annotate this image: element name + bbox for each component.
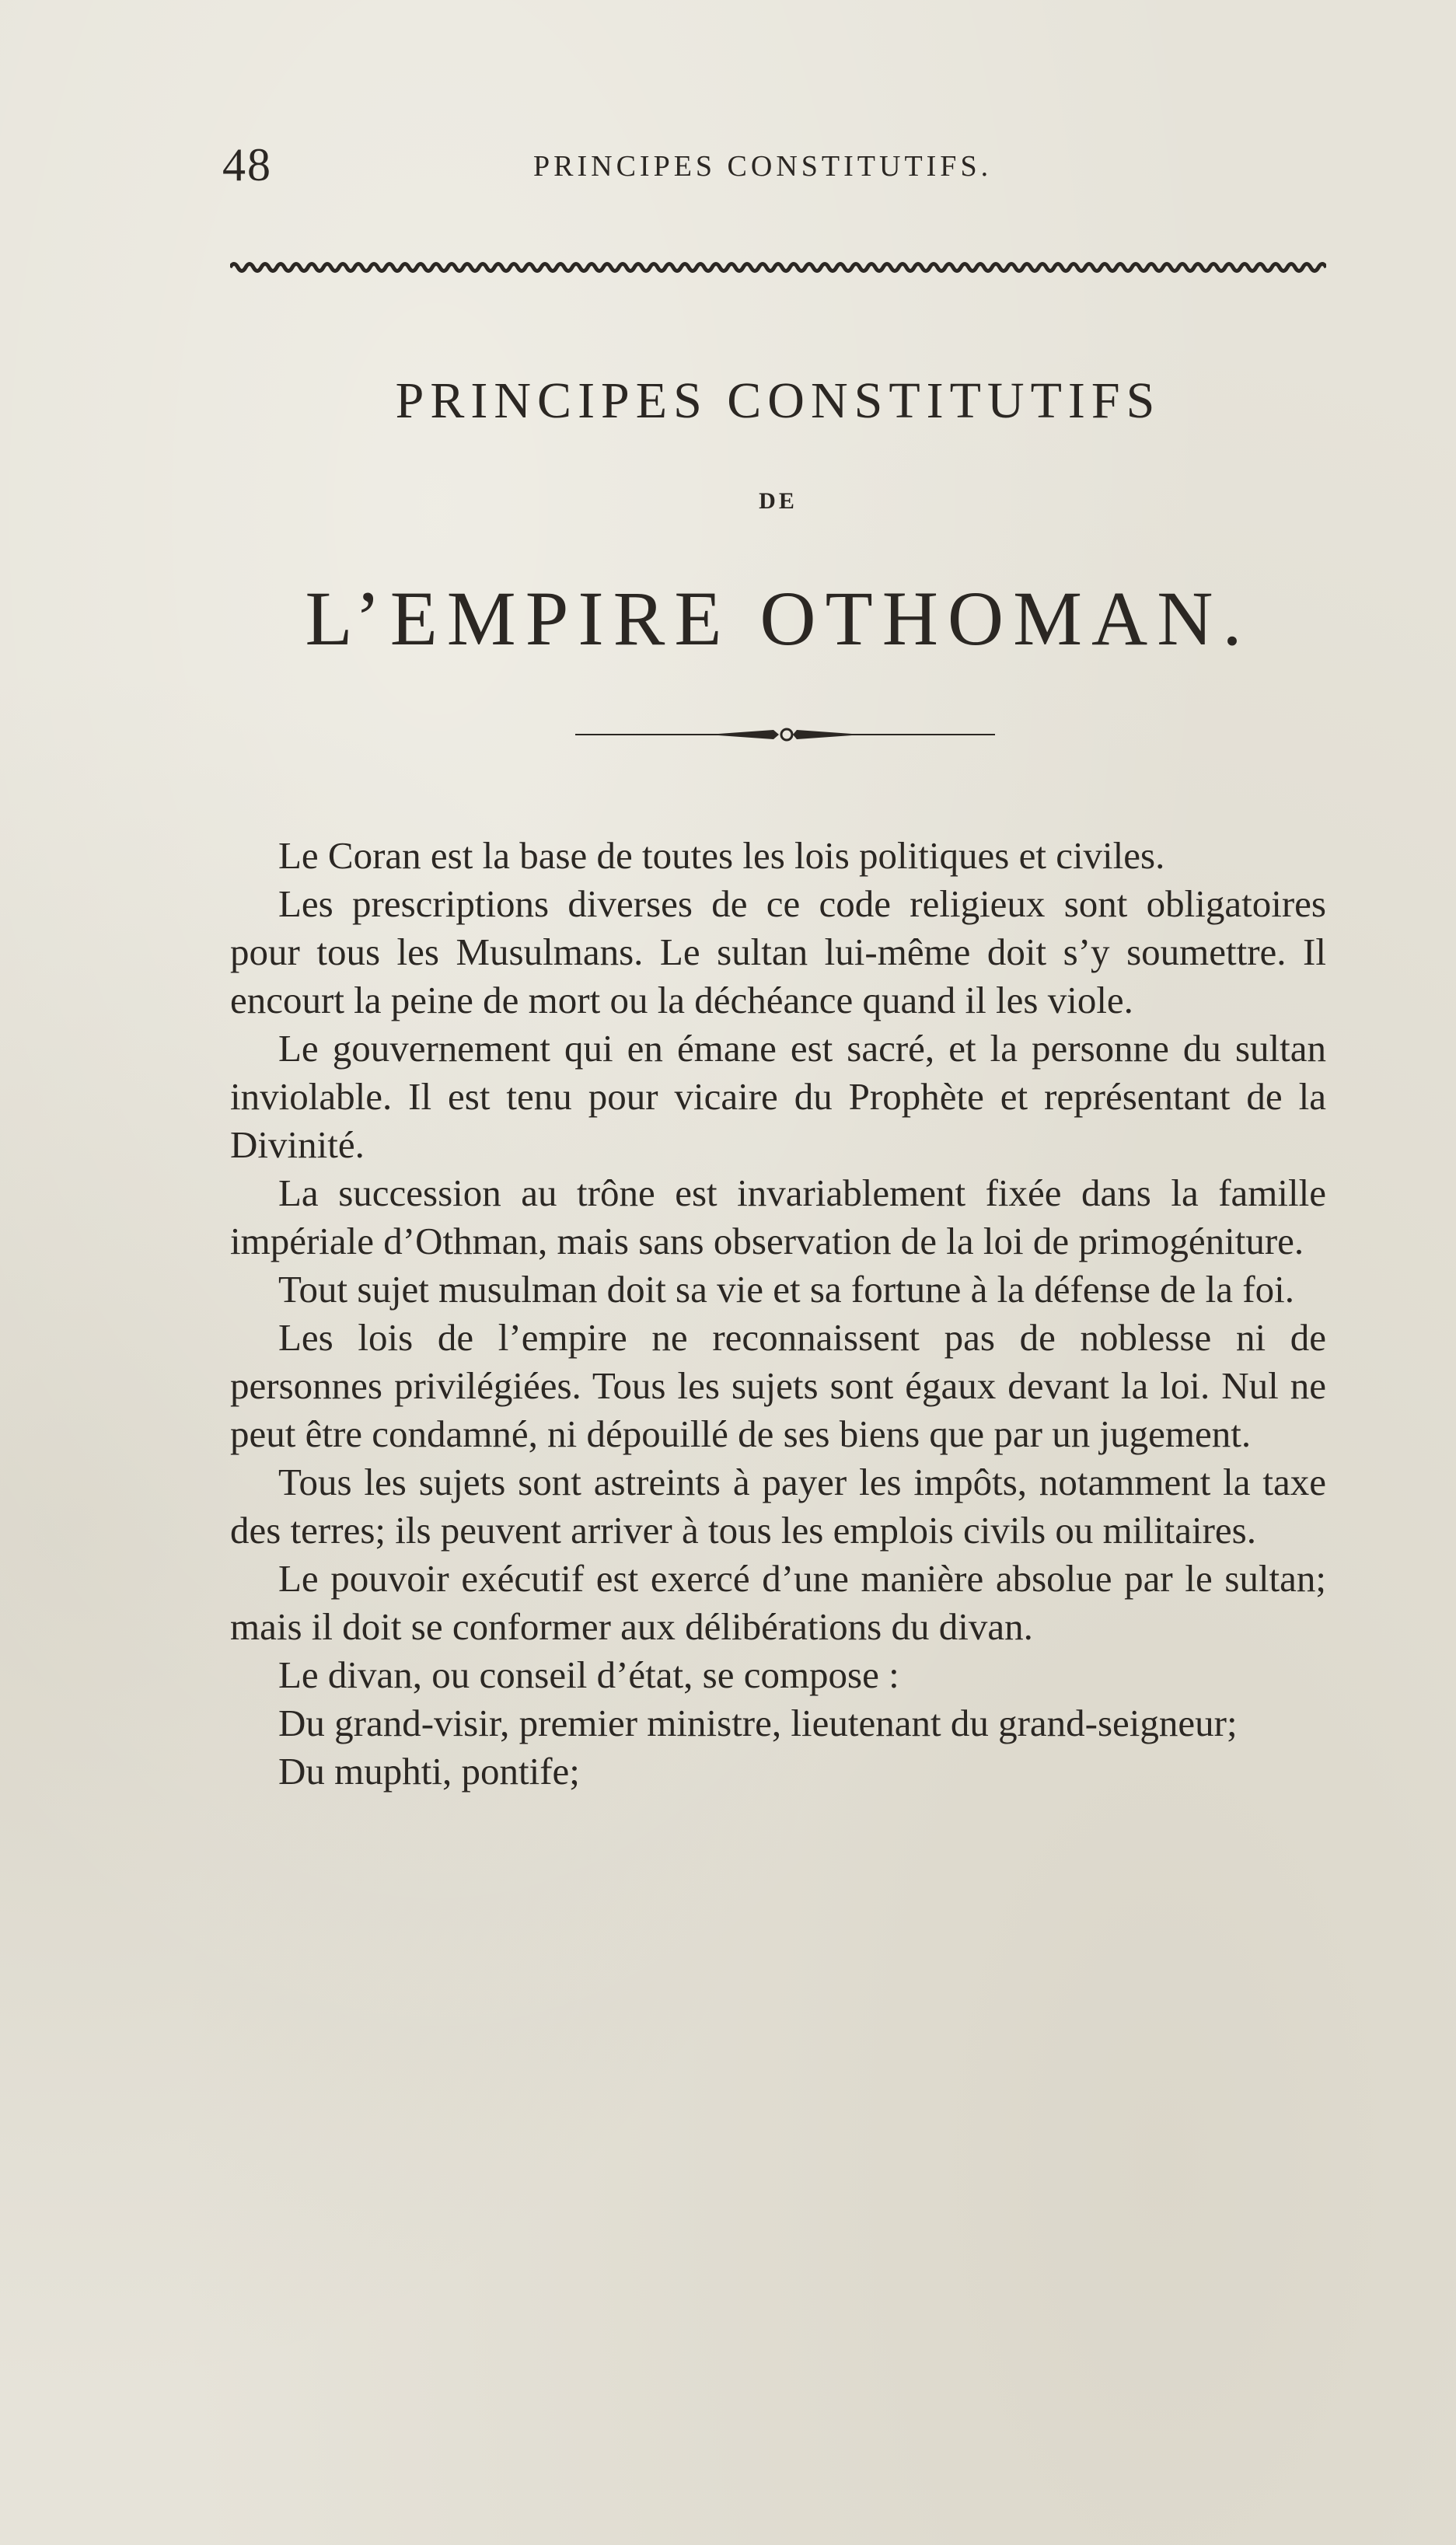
title-connector: DE [759,488,798,514]
paragraph: Du muphti, pontife; [278,1750,580,1793]
paragraph: Le gouvernement qui en émane est sacré, et la personne du sultan inviolable. Il est tenu pour vicaire du Prophète et représentant de la Divinité. [230,1027,1326,1166]
paragraph: Les prescriptions diverses de ce code religieux sont obligatoires pour tous les Musulmans. Le sultan lui-même doit s’y soumettre. Il encourt la peine de mort ou la déchéance quand il les viole. [230,882,1326,1021]
paragraph: Tous les sujets sont astreints à payer les impôts, notamment la taxe des terres; ils peuvent arriver à tous les emplois civils ou militaires. [230,1461,1326,1552]
ornamental-rule [230,259,1326,276]
body-text [230,832,1326,1796]
paragraph: Le pouvoir exécutif est exercé d’une manière absolue par le sultan; mais il doit se conformer aux délibérations du divan. [230,1557,1326,1648]
paragraph: La succession au trône est invariablement fixée dans la famille impériale d’Othman, mais sans observation de la loi de primogéniture. [230,1171,1326,1262]
decorative-divider [575,723,995,746]
paragraph: Tout sujet musulman doit sa vie et sa fortune à la défense de la foi. [278,1268,1294,1311]
title-subtitle: L’EMPIRE OTHOMAN. [305,575,1252,662]
paragraph: Le divan, ou conseil d’état, se compose : [278,1653,899,1696]
paragraph: Du grand-visir, premier ministre, lieutenant du grand-seigneur; [278,1702,1238,1744]
running-head [222,138,1334,193]
page-number: 48 [222,139,272,190]
paragraph: Le Coran est la base de toutes les lois politiques et civiles. [278,834,1165,877]
paragraph: Les lois de l’empire ne reconnaissent pas de noblesse ni de personnes privilégiées. Tous les sujets sont égaux devant la loi. Nul ne peut être condamné, ni dépouillé de ses biens que par un jugement. [230,1316,1326,1455]
title-main: PRINCIPES CONSTITUTIFS [395,372,1161,429]
running-title: PRINCIPES CONSTITUTIFS. [533,150,993,183]
